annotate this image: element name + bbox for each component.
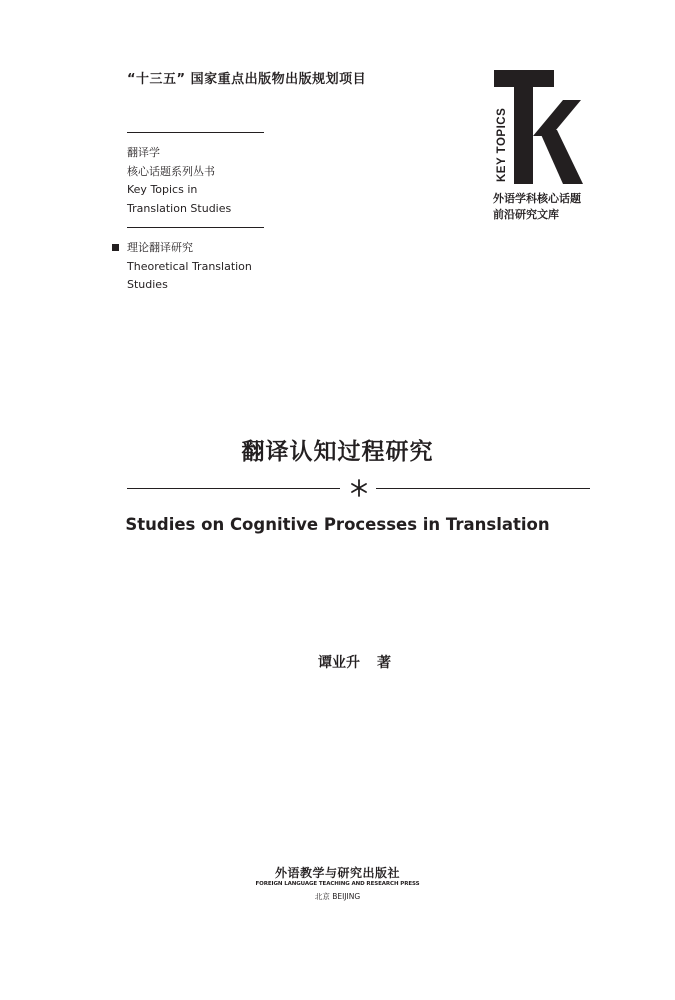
series-info: [127, 144, 231, 218]
subseries-row-cn: [112, 239, 252, 258]
series-divider-bottom: [127, 227, 264, 228]
series-line-en-2: Translation Studies: [127, 201, 232, 215]
series-line-cn-1: 翻译学: [127, 146, 160, 159]
series-line-en-1: Key Topics in: [127, 183, 198, 196]
publisher-name-en: FOREIGN LANGUAGE TEACHING AND RESEARCH PRESS: [255, 881, 420, 887]
subseries-row-en-1: [112, 258, 252, 277]
author-name: 谭业升: [318, 655, 360, 671]
publisher-name-cn: 外语教学与研究出版社: [274, 866, 400, 880]
subseries-line-en-1: Theoretical Translation: [127, 259, 252, 273]
title-divider-left: [127, 488, 340, 489]
tk-logo-icon: [491, 70, 586, 186]
subseries-row-en-2: [112, 276, 252, 295]
series-divider-top: [127, 132, 264, 133]
book-title-en: Studies on Cognitive Processes in Translation: [125, 515, 550, 534]
asterisk-ornament-icon: [348, 477, 370, 499]
logo-vertical-text: KEY TOPICS: [496, 107, 508, 182]
author-role: 著: [377, 655, 391, 671]
logo-caption: [493, 191, 581, 223]
subseries-info: [112, 239, 252, 295]
logo-caption-line-2: 前沿研究文库: [493, 208, 559, 221]
square-bullet-icon: [112, 244, 119, 251]
book-title-cn: 翻译认知过程研究: [241, 439, 434, 465]
publisher-city: 北京 BEIJING: [314, 892, 361, 901]
series-line-cn-2: 核心话题系列丛书: [127, 164, 215, 178]
subseries-line-cn: 理论翻译研究: [127, 241, 193, 254]
subseries-line-en-2: Studies: [127, 278, 168, 291]
key-topics-logo: [491, 70, 586, 186]
logo-caption-line-1: 外语学科核心话题: [493, 192, 581, 205]
title-divider-right: [376, 488, 590, 489]
project-label: “十三五” 国家重点出版物出版规划项目: [127, 72, 367, 87]
author-line: [318, 652, 391, 672]
